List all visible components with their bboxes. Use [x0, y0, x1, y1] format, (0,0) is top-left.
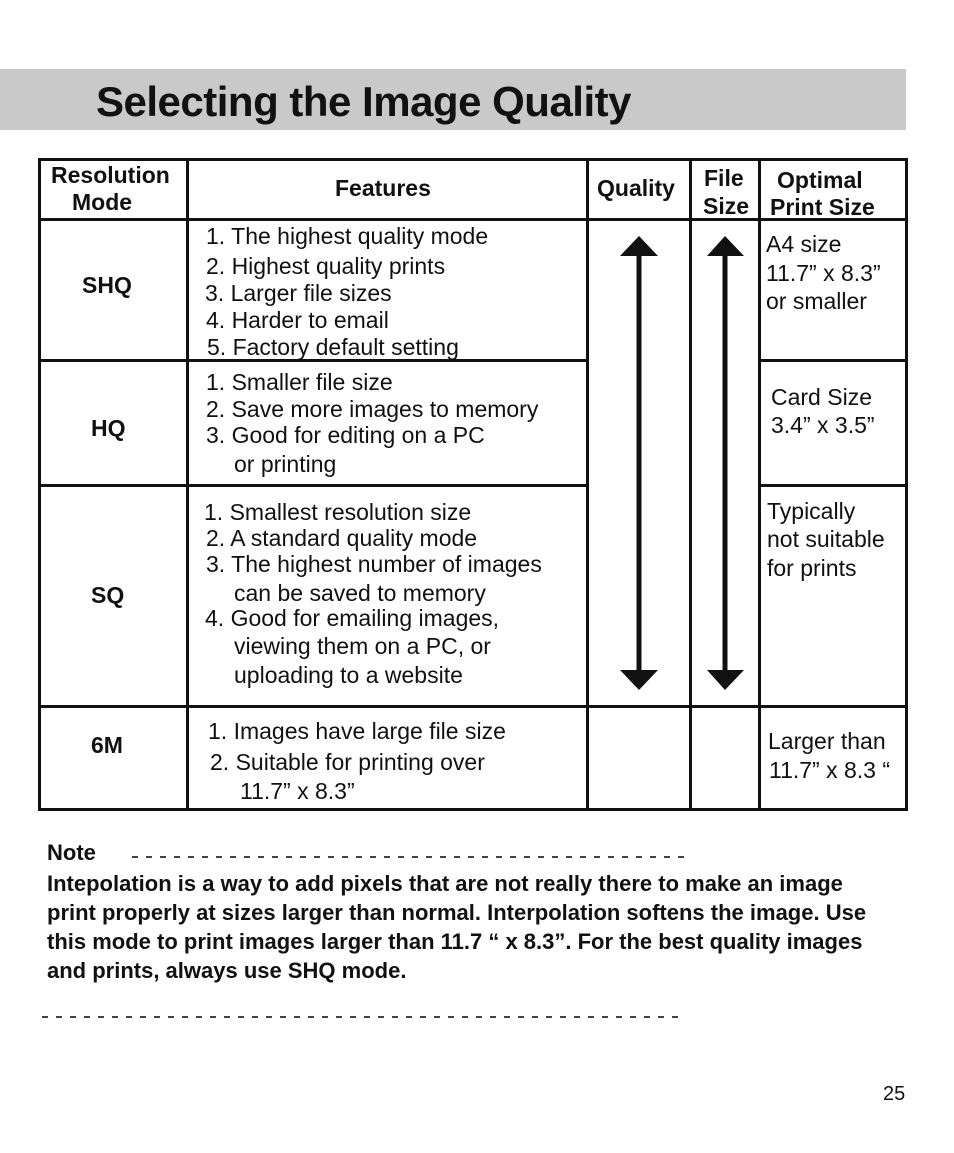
6m-feature-2: 2. Suitable for printing over	[210, 749, 485, 775]
shq-feature-4: 4. Harder to email	[206, 307, 389, 333]
header-resolution-mode-line2: Mode	[72, 189, 133, 215]
sq-print-size-2: not suitable	[767, 526, 885, 552]
page-number: 25	[883, 1083, 906, 1105]
mode-hq: HQ	[91, 415, 126, 441]
sq-print-size-1: Typically	[767, 498, 856, 524]
hq-feature-3-cont: or printing	[234, 451, 337, 477]
sq-feature-4: 4. Good for emailing images,	[205, 605, 500, 631]
shq-print-size-3: or smaller	[766, 288, 867, 314]
mode-6m: 6M	[91, 732, 123, 758]
hq-feature-3: 3. Good for editing on a PC	[206, 422, 485, 448]
hq-feature-2: 2. Save more images to memory	[206, 396, 539, 422]
header-print-size-line2: Print Size	[770, 194, 875, 220]
shq-feature-1: 1. The highest quality mode	[206, 223, 489, 249]
shq-print-size-2: 11.7” x 8.3”	[766, 260, 881, 286]
sq-feature-3-cont: can be saved to memory	[234, 580, 486, 606]
header-quality: Quality	[597, 175, 675, 201]
sq-feature-1: 1. Smallest resolution size	[204, 499, 472, 525]
shq-feature-2: 2. Highest quality prints	[206, 253, 446, 279]
header-print-size-line1: Optimal	[777, 167, 863, 193]
header-resolution-mode-line1: Resolution	[51, 162, 170, 188]
6m-feature-2-cont: 11.7” x 8.3”	[240, 778, 355, 804]
sq-feature-4-cont-2: uploading to a website	[234, 662, 463, 688]
sq-feature-3: 3. The highest number of images	[206, 551, 542, 577]
6m-feature-1: 1. Images have large file size	[208, 718, 506, 744]
page-title: Selecting the Image Quality	[96, 78, 631, 125]
quality-arrow-icon	[620, 236, 658, 690]
header-file-size-line2: Size	[703, 193, 750, 219]
hq-feature-1: 1. Smaller file size	[206, 369, 393, 395]
shq-print-size-1: A4 size	[766, 231, 842, 257]
shq-feature-5: 5. Factory default setting	[207, 334, 459, 360]
hq-print-size-2: 3.4” x 3.5”	[771, 412, 875, 438]
header-features: Features	[335, 175, 431, 201]
shq-feature-3: 3. Larger file sizes	[205, 280, 392, 306]
mode-sq: SQ	[91, 582, 125, 608]
hq-print-size-1: Card Size	[771, 384, 872, 410]
6m-print-size-1: Larger than	[768, 728, 886, 754]
sq-print-size-3: for prints	[767, 555, 857, 581]
mode-shq: SHQ	[82, 272, 132, 298]
sq-feature-4-cont-1: viewing them on a PC, or	[234, 633, 491, 659]
sq-feature-2: 2. A standard quality mode	[206, 525, 478, 551]
note-body: Intepolation is a way to add pixels that are not really there to make an image print properly at sizes larger than normal. Interpolation softens the image. Use this mode to print images larger than 11.7 “ x 8.3”. For the best quality images and prints, always use SHQ mode.	[47, 871, 867, 983]
file-size-arrow-icon	[707, 236, 744, 690]
header-file-size-line1: File	[704, 165, 744, 191]
6m-print-size-2: 11.7” x 8.3 “	[769, 757, 891, 783]
note-title: Note	[47, 840, 96, 865]
